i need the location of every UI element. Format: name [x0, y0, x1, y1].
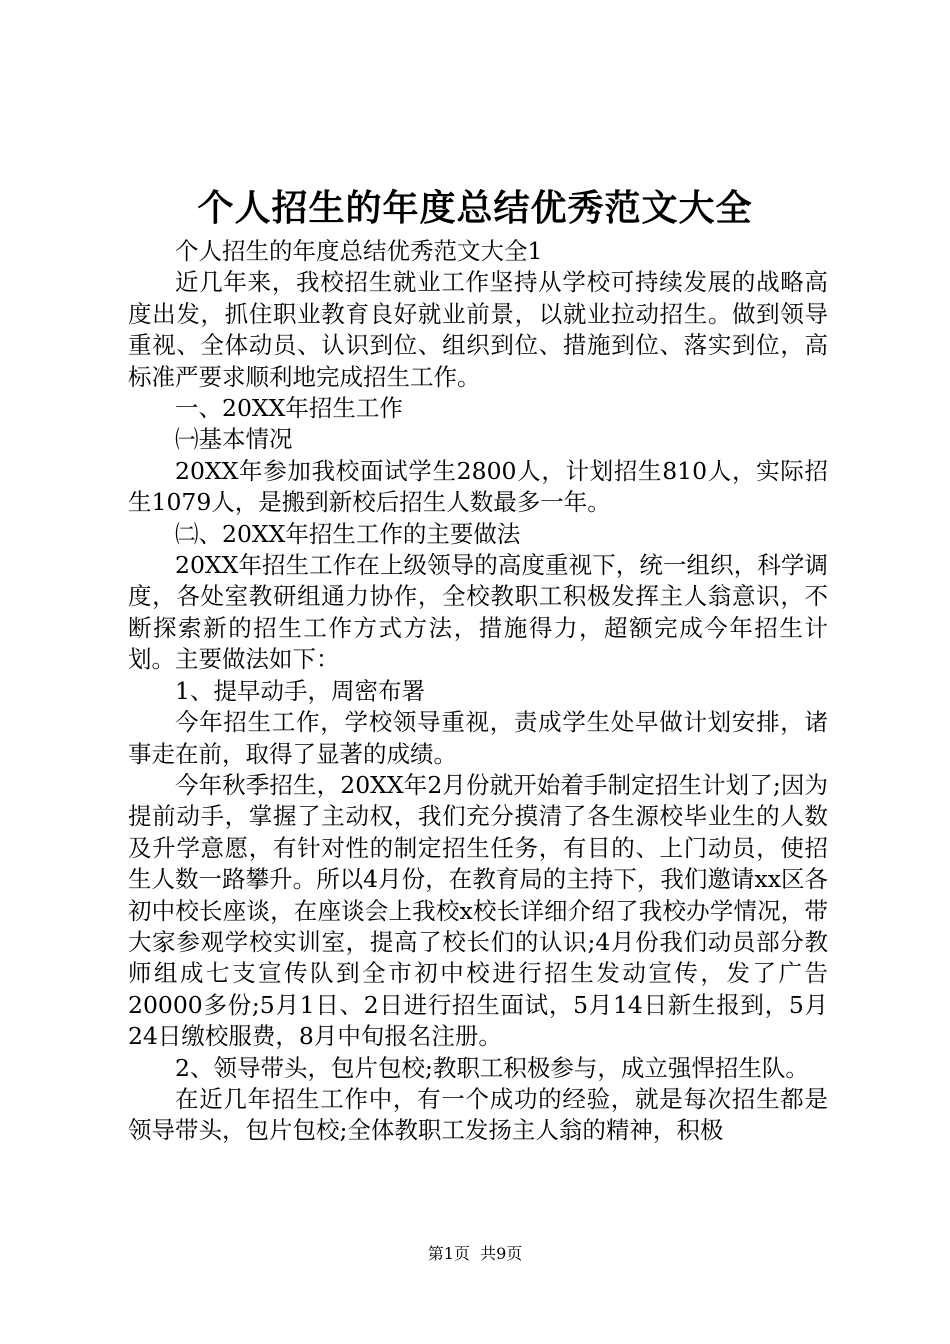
paragraph: 今年秋季招生，20XX年2月份就开始着手制定招生计划了;因为提前动手，掌握了主动权，我们充分摸清了各生源校毕业生的人数及升学意愿，有针对性的制定招生任务，有目的、上门动员，使招生人数一路攀升。所以4月份，在教育局的主持下，我们邀请xx区各初中校长座谈，在座谈会上我校x校长详细介绍了我校办学情况，带大家参观学校实训室，提高了校长们的认识;4月份我们动员部分教师组成七支宣传队到全市初中校进行招生发动宣传，发了广告20000多份;5月1日、2日进行招生面试，5月14日新生报到，5月24日缴校服费，8月中旬报名注册。 [128, 770, 828, 1051]
paragraph-subtitle: 个人招生的年度总结优秀范文大全1 [175, 237, 543, 265]
document-body [128, 236, 828, 1147]
paragraph: 今年招生工作，学校领导重视，责成学生处早做计划安排，诸事走在前，取得了显著的成绩。 [128, 708, 828, 768]
paragraph: 20XX年招生工作在上级领导的高度重视下，统一组织，科学调度，各处室教研组通力协作，全校教职工积极发挥主人翁意识，不断探索新的招生工作方式方法，措施得力，超额完成今年招生计划。主要做法如下： [128, 551, 828, 674]
item-heading: 1、提早动手，周密布署 [175, 676, 425, 705]
paragraph: 20XX年参加我校面试学生2800人，计划招生810人，实际招生1079人，是搬到新校后招生人数最多一年。 [128, 456, 828, 517]
paragraph: 近几年来，我校招生就业工作坚持从学校可持续发展的战略高度出发，抓住职业教育良好就业前景，以就业拉动招生。做到领导重视、全体动员、认识到位、组织到位、措施到位、落实到位，高标准严要求顺利地完成招生工作。 [128, 268, 828, 391]
paragraph: 在近几年招生工作中，有一个成功的经验，就是每次招生都是领导带头，包片包校;全体教职工发扬主人翁的精神，积极 [128, 1084, 828, 1145]
subsection-heading: ㈡、20XX年招生工作的主要做法 [175, 519, 521, 548]
item-heading: 2、领导带头，包片包校;教职工积极参与，成立强悍招生队。 [175, 1053, 809, 1082]
document-title: 个人招生的年度总结优秀范文大全 [197, 187, 753, 229]
page-footer: 第1页 共9页 [427, 1244, 523, 1263]
section-heading: 一、20XX年招生工作 [175, 394, 403, 423]
subsection-heading: ㈠基本情况 [175, 425, 293, 454]
